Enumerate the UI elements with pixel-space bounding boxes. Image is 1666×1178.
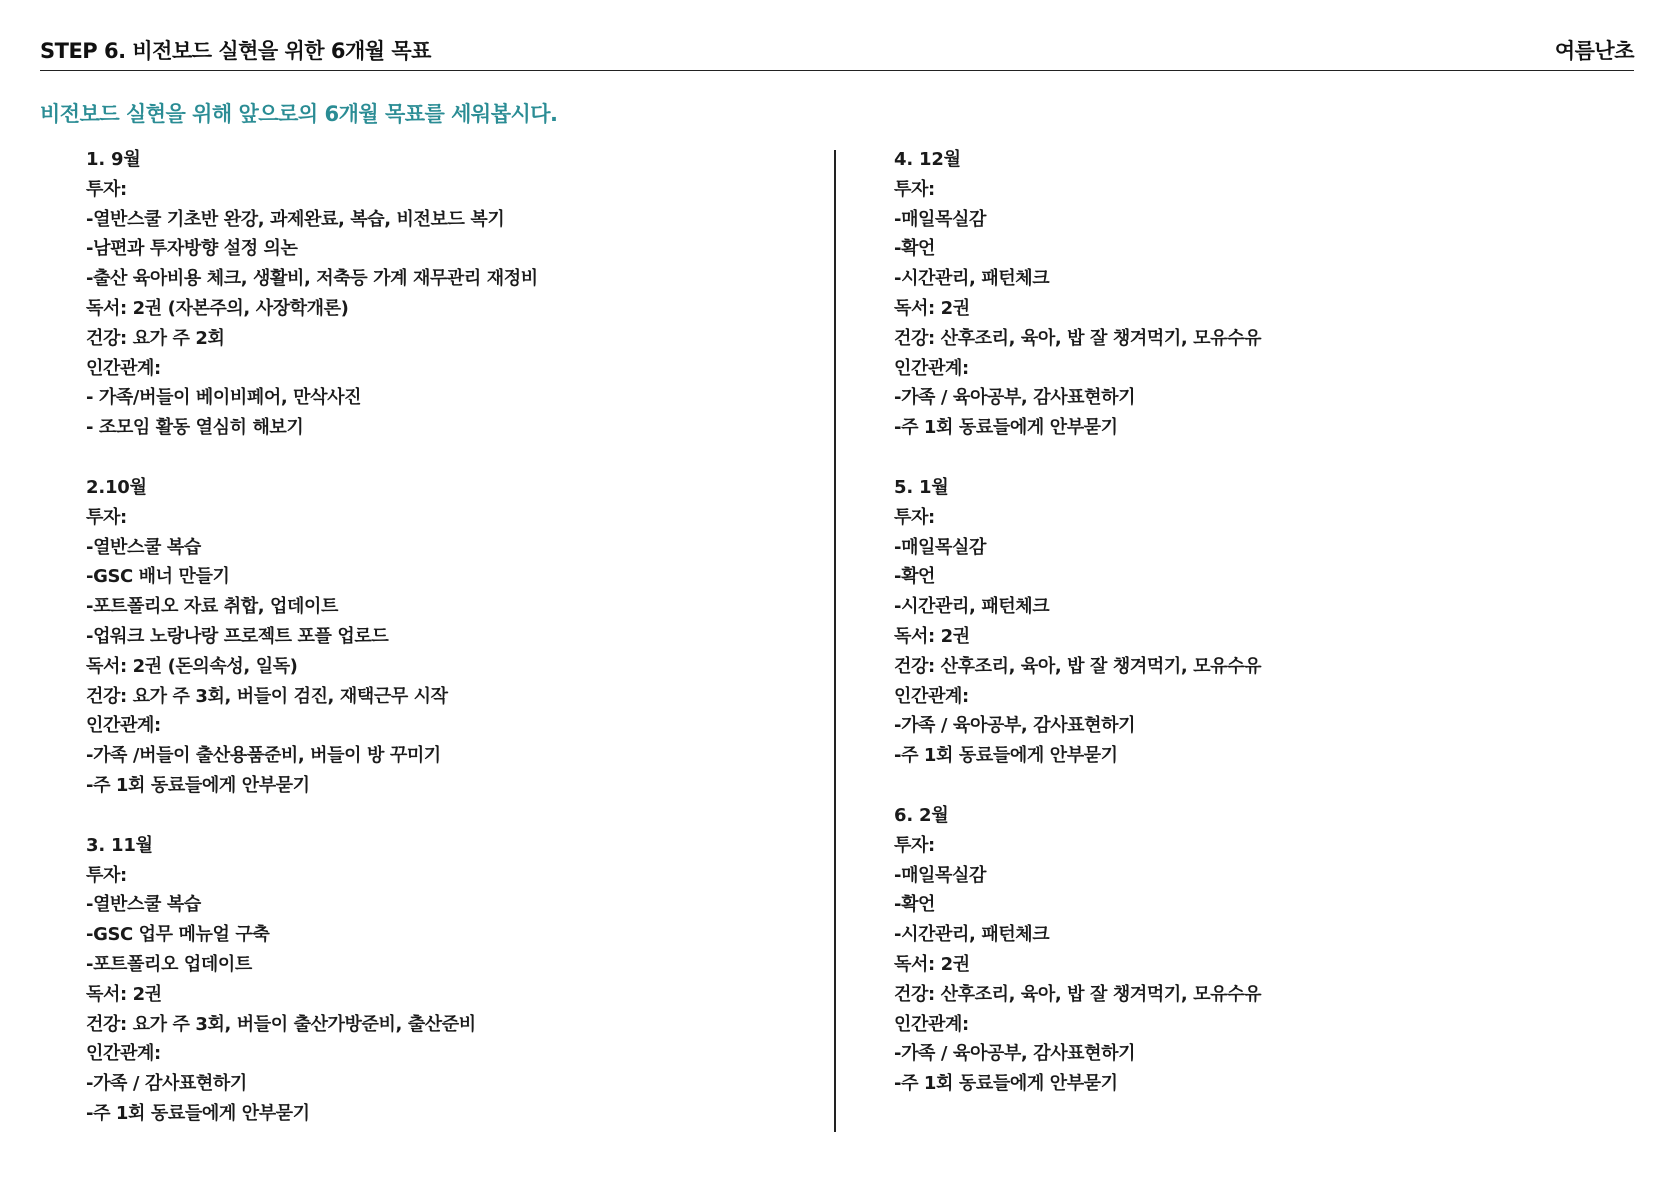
goal-line: -주 1회 동료들에게 안부묻기	[86, 1102, 310, 1124]
goal-line: - 가족/버들이 베이비페어, 만삭사진	[86, 387, 362, 409]
goal-line: 건강: 산후조리, 육아, 밥 잘 챙겨먹기, 모유수유	[894, 327, 1262, 349]
month-section	[894, 145, 1614, 443]
goal-line: 투자:	[894, 178, 935, 200]
goal-line: 건강: 요가 주 2회	[86, 327, 225, 349]
goal-line: 인간관계:	[86, 357, 161, 379]
right-column	[894, 145, 1614, 1129]
goal-line: 독서: 2권	[86, 983, 162, 1005]
goal-line: 건강: 산후조리, 육아, 밥 잘 챙겨먹기, 모유수유	[894, 983, 1262, 1005]
goal-line: -주 1회 동료들에게 안부묻기	[86, 774, 310, 796]
month-heading: 5. 1월	[894, 476, 949, 498]
goal-line: 독서: 2권	[894, 625, 970, 647]
month-heading: 3. 11월	[86, 834, 153, 856]
page-title: STEP 6. 비전보드 실현을 위한 6개월 목표	[40, 39, 431, 63]
goal-line: 투자:	[86, 506, 127, 528]
goal-line: -시간관리, 패턴체크	[894, 268, 1050, 290]
goal-line: -열반스쿨 기초반 완강, 과제완료, 복습, 비전보드 복기	[86, 208, 505, 230]
goal-line: 건강: 요가 주 3회, 버들이 검진, 재택근무 시작	[86, 685, 448, 707]
goal-line: -시간관리, 패턴체크	[894, 596, 1050, 618]
goal-line: -주 1회 동료들에게 안부묻기	[894, 417, 1118, 439]
month-section	[894, 801, 1614, 1099]
goal-line: -매일목실감	[894, 864, 987, 886]
goal-line: 독서: 2권 (자본주의, 사장학개론)	[86, 297, 349, 319]
goal-line: -가족 / 육아공부, 감사표현하기	[894, 715, 1136, 737]
goal-line: 건강: 산후조리, 육아, 밥 잘 챙겨먹기, 모유수유	[894, 655, 1262, 677]
page-subtitle: 비전보드 실현을 위해 앞으로의 6개월 목표를 세워봅시다.	[40, 102, 558, 126]
goal-line: -출산 육아비용 체크, 생활비, 저축등 가계 재무관리 재정비	[86, 268, 538, 290]
goal-line: -업워크 노랑나랑 프로젝트 포플 업로드	[86, 625, 389, 647]
goal-line: -매일목실감	[894, 208, 987, 230]
left-column	[86, 145, 806, 1159]
month-section	[894, 473, 1614, 771]
goal-line: -매일목실감	[894, 536, 987, 558]
goal-line: -가족 / 감사표현하기	[86, 1073, 247, 1095]
goal-line: -가족 / 육아공부, 감사표현하기	[894, 1043, 1136, 1065]
goal-line: -포트폴리오 업데이트	[86, 953, 252, 975]
goal-line: 독서: 2권	[894, 297, 970, 319]
goal-line: -GSC 배너 만들기	[86, 566, 230, 588]
goal-line: -가족 /버들이 출산용품준비, 버들이 방 꾸미기	[86, 745, 441, 767]
goal-line: -주 1회 동료들에게 안부묻기	[894, 1073, 1118, 1095]
goal-line: -시간관리, 패턴체크	[894, 924, 1050, 946]
month-heading: 6. 2월	[894, 804, 949, 826]
page-header	[40, 30, 1634, 71]
month-section	[86, 145, 806, 443]
goal-line: 투자:	[86, 864, 127, 886]
author-name: 여름난초	[1554, 39, 1634, 63]
month-heading: 4. 12월	[894, 149, 961, 170]
goal-line: 투자:	[86, 178, 127, 200]
goal-line: -확언	[894, 566, 936, 588]
month-heading: 1. 9월	[86, 149, 141, 170]
goal-line: 인간관계:	[894, 1013, 969, 1035]
goal-line: -가족 / 육아공부, 감사표현하기	[894, 387, 1136, 409]
month-section	[86, 473, 806, 801]
month-section	[86, 831, 806, 1129]
goal-line: -열반스쿨 복습	[86, 536, 201, 558]
goal-line: 건강: 요가 주 3회, 버들이 출산가방준비, 출산준비	[86, 1013, 476, 1035]
month-heading: 2.10월	[86, 476, 147, 498]
goal-line: 인간관계:	[894, 357, 969, 379]
goal-line: -남편과 투자방향 설정 의논	[86, 238, 298, 260]
goal-line: 인간관계:	[86, 1043, 161, 1065]
column-divider	[834, 150, 836, 1132]
goal-line: 독서: 2권	[894, 953, 970, 975]
goal-line: 독서: 2권 (돈의속성, 일독)	[86, 655, 298, 677]
goal-line: -열반스쿨 복습	[86, 894, 201, 916]
goal-line: -확언	[894, 894, 936, 916]
goal-line: 인간관계:	[894, 685, 969, 707]
goal-line: - 조모임 활동 열심히 해보기	[86, 417, 304, 439]
goal-line: -확언	[894, 238, 936, 260]
goal-line: -포트폴리오 자료 취합, 업데이트	[86, 596, 338, 618]
goal-line: 인간관계:	[86, 715, 161, 737]
goal-line: -GSC 업무 메뉴얼 구축	[86, 924, 270, 946]
goal-line: 투자:	[894, 506, 935, 528]
goal-line: 투자:	[894, 834, 935, 856]
goal-line: -주 1회 동료들에게 안부묻기	[894, 745, 1118, 767]
